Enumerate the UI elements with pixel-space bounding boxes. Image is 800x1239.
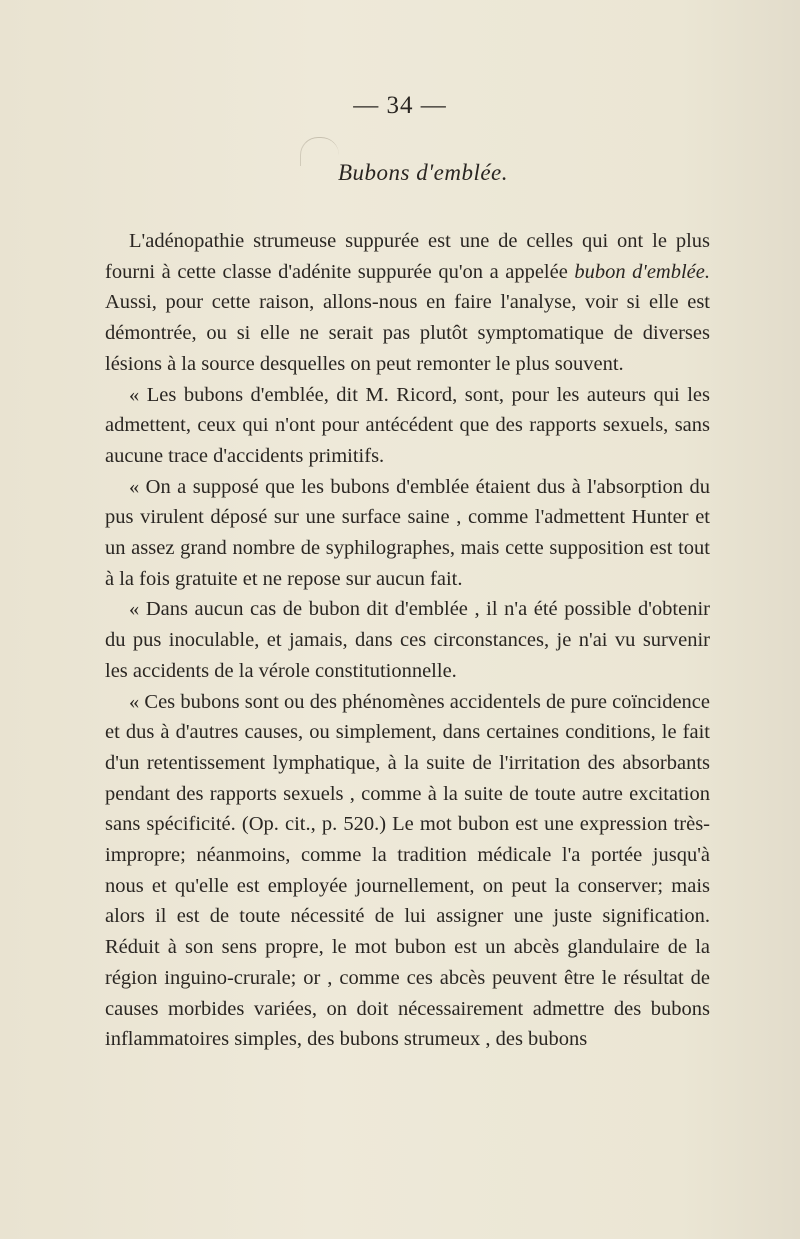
paragraph: « On a supposé que les bubons d'emblée étaient dus à l'absorption du pus virulent déposé sur une surface saine , comme l'admettent Hunter et un assez grand nombre de syphilographes, mais cette supposition est tout à la fois gratuite et ne repose sur aucun fait.: [105, 475, 710, 590]
italic-term: bubon d'emblée.: [574, 260, 710, 283]
paragraph-text: L'adénopathie strumeuse suppurée est une de celles qui ont le plus fourni à cette classe d'adénite suppurée qu'on a appelée: [105, 230, 710, 283]
paragraph: « Les bubons d'emblée, dit M. Ricord, sont, pour les auteurs qui les admettent, ceux qui n'ont pour antécédent que des rapports sexuels, sans aucune trace d'accidents primitifs.: [105, 383, 710, 467]
body-text: [105, 226, 710, 1055]
paragraph: « Dans aucun cas de bubon dit d'emblée , il n'a été possible d'obtenir du pus inoculable, et jamais, dans ces circonstances, je n'ai vu survenir les accidents de la vérole constitutionnelle.: [105, 598, 710, 682]
paragraph-text: Aussi, pour cette raison, allons-nous en faire l'analyse, voir si elle est démontrée, ou si elle ne serait pas plutôt symptomatique de diverses lésions à la source desquelles on peut remonter le plus souvent.: [105, 291, 710, 375]
page-number: — 34 —: [353, 92, 447, 119]
paragraph: [105, 226, 710, 380]
paragraph: « Ces bubons sont ou des phénomènes accidentels de pure coïncidence et dus à d'autres causes, ou simplement, dans certaines conditions, le fait d'un retentissement lymphatique, à la suite de l'irritation des absorbants pendant des rapports sexuels , comme à la suite de toute autre excitation sans spécificité. (Op. cit., p. 520.) Le mot bubon est une expression très-impropre; néanmoins, comme la tradition médicale l'a portée jusqu'à nous et qu'elle est employée journellement, on peut la conserver; mais alors il est de toute nécessité de lui assigner une juste signification. Réduit à son sens propre, le mot bubon est un abcès glandulaire de la région inguino-crurale; or , comme ces abcès peuvent être le résultat de causes morbides variées, on doit nécessairement admettre des bubons inflammatoires simples, des bubons strumeux , des bubons: [105, 690, 710, 1051]
section-title: Bubons d'emblée.: [337, 160, 509, 185]
